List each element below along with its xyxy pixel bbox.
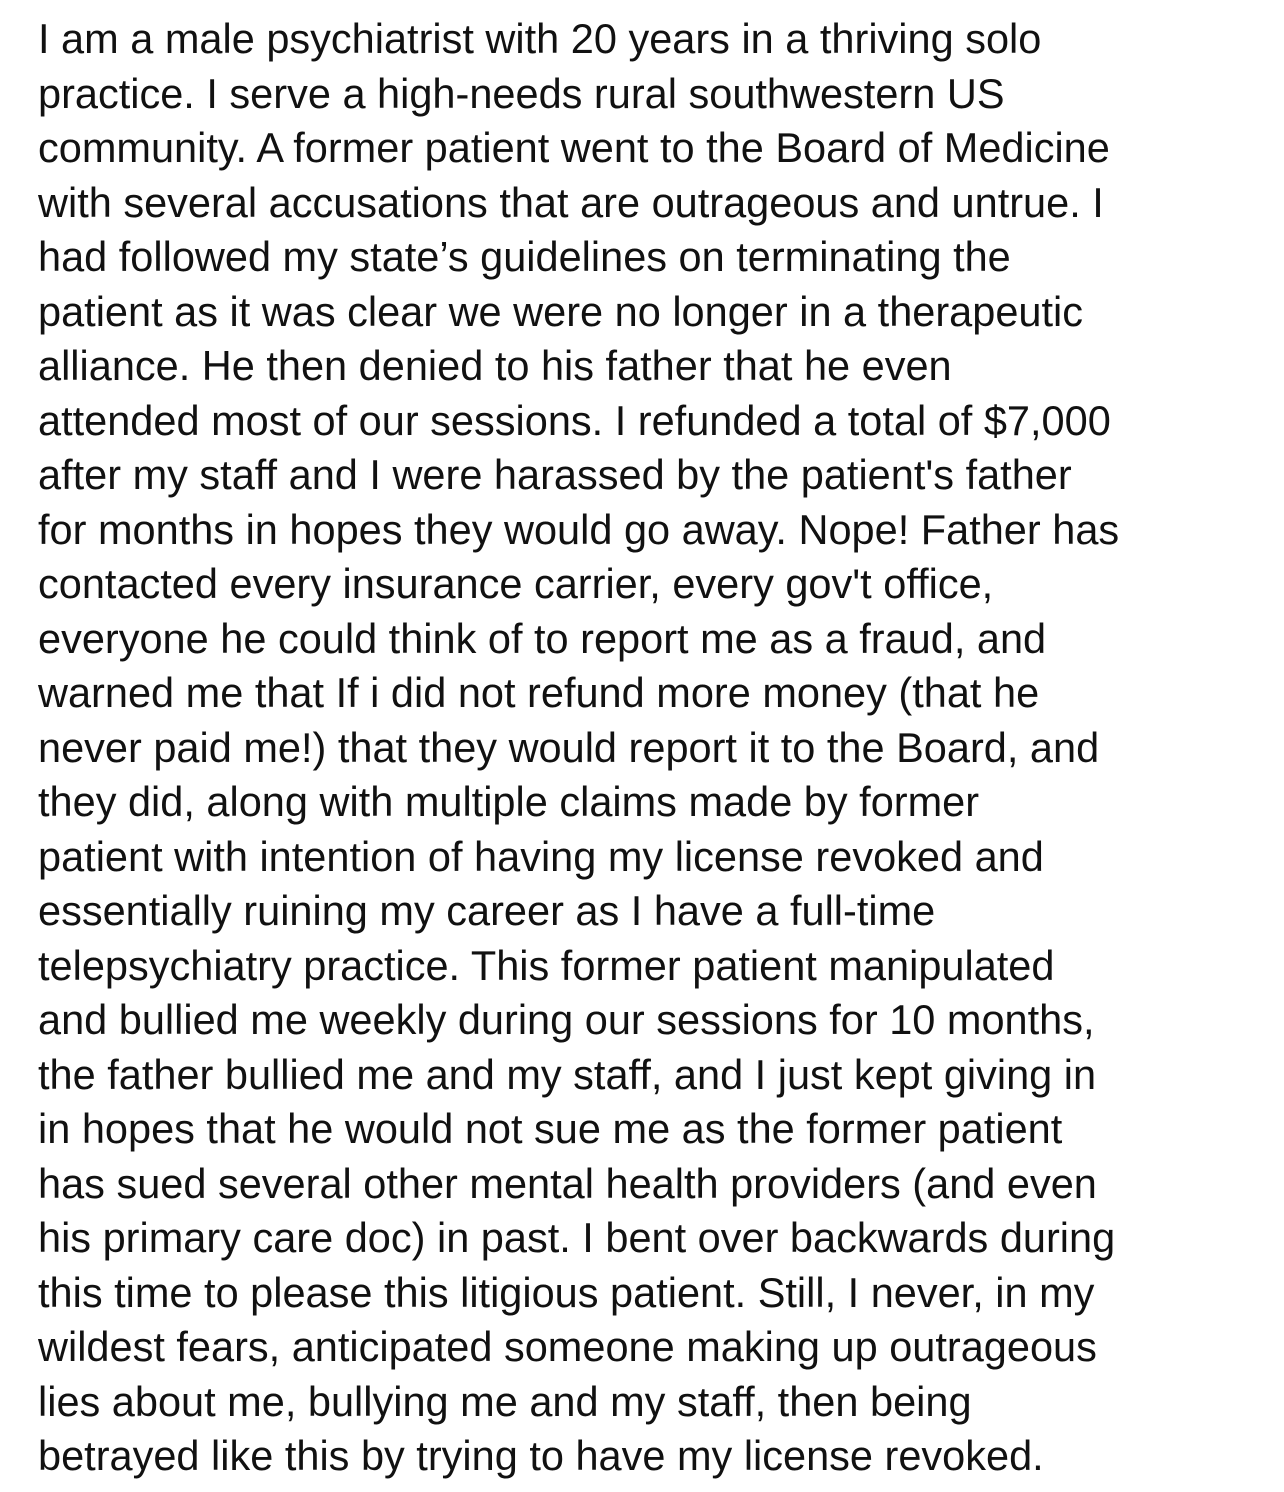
text-line: with several accusations that are outrageous and untrue. I (38, 178, 1104, 226)
text-line: in hopes that he would not sue me as the former patient (38, 1105, 1063, 1152)
text-line: never paid me!) that they would report it to the Board, and (38, 723, 1100, 771)
text-line: warned me that If i did not refund more money (that he (38, 669, 1040, 716)
text-line: patient as it was clear we were no longer in a therapeutic (38, 287, 1083, 335)
text-line: community. A former patient went to the Board of Medicine (38, 124, 1110, 171)
text-line: the father bullied me and my staff, and I just kept giving in (38, 1050, 1097, 1098)
text-line: betrayed like this by trying to have my license revoked. (38, 1432, 1044, 1479)
post-body (38, 12, 1268, 1484)
text-line: essentially ruining my career as I have a full-time (38, 887, 936, 934)
text-line: wildest fears, anticipated someone making up outrageous (38, 1323, 1097, 1370)
text-line: attended most of our sessions. I refunded a total of $7,000 (38, 396, 1111, 444)
text-line: and bullied me weekly during our sessions for 10 months, (38, 996, 1095, 1043)
text-line: I am a male psychiatrist with 20 years in a thriving solo (38, 15, 1042, 62)
text-line: everyone he could think of to report me as a fraud, and (38, 614, 1047, 662)
text-line: practice. I serve a high-needs rural southwestern US (38, 69, 1005, 117)
text-line: telepsychiatry practice. This former patient manipulated (38, 941, 1055, 989)
text-line: contacted every insurance carrier, every gov't office, (38, 560, 994, 607)
text-line: alliance. He then denied to his father that he even (38, 342, 952, 389)
text-line: they did, along with multiple claims made by former (38, 778, 980, 825)
text-line: has sued several other mental health providers (and even (38, 1159, 1097, 1207)
text-line: this time to please this litigious patient. Still, I never, in my (38, 1268, 1095, 1316)
text-line: his primary care doc) in past. I bent over backwards during (38, 1214, 1116, 1261)
text-line: had followed my state’s guidelines on terminating the (38, 233, 1011, 280)
text-line: patient with intention of having my license revoked and (38, 832, 1044, 880)
text-line: for months in hopes they would go away. Nope! Father has (38, 505, 1120, 553)
text-line: lies about me, bullying me and my staff, then being (38, 1377, 972, 1425)
text-line: after my staff and I were harassed by the patient's father (38, 451, 1072, 498)
